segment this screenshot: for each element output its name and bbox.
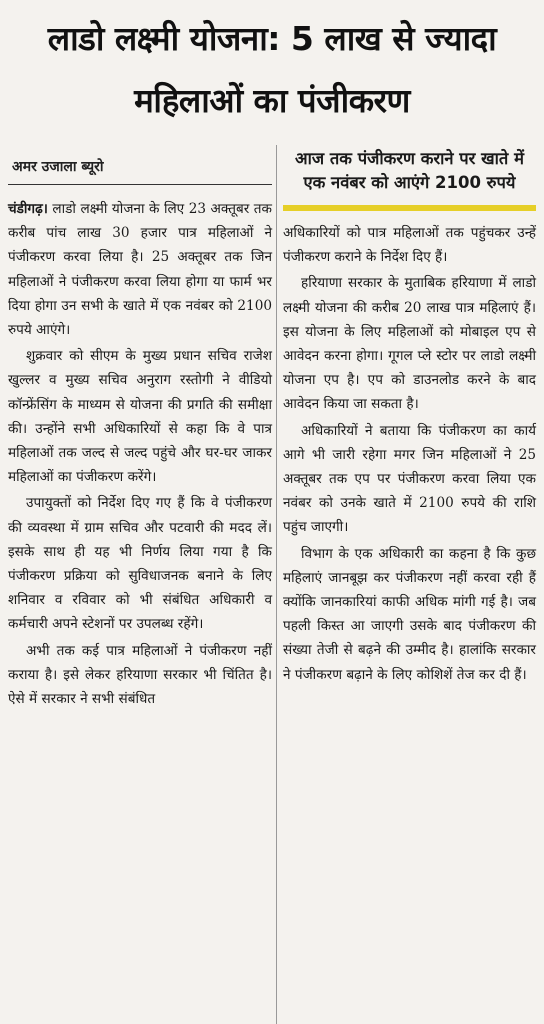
subheadline: आज तक पंजीकरण कराने पर खाते में एक नवंबर को आएंगे 2100 रुपये xyxy=(295,149,524,192)
column-divider xyxy=(276,145,277,1024)
paragraph: शुक्रवार को सीएम के मुख्य प्रधान सचिव राजेश खुल्लर व मुख्य सचिव अनुराग रस्तोगी ने वीडियो कॉन्फ्रेंसिंग के माध्यम से योजना की प्रगति की समीक्षा की। उन्होंने सभी अधिकारियों से कहा कि वे पात्र महिलाओं तक जल्द से जल्द पहुंचे और घर-घर जाकर महिलाओं का पंजीकरण करेंगे। xyxy=(8,348,272,486)
byline: अमर उजाला ब्यूरो xyxy=(12,159,104,175)
dateline: चंडीगढ़। xyxy=(8,201,48,217)
article-columns xyxy=(8,145,536,1024)
headline: लाडो लक्ष्मी योजना: 5 लाख से ज्यादा महिलाओं का पंजीकरण xyxy=(47,19,497,120)
subhead-rule xyxy=(283,205,536,211)
paragraph: हरियाणा सरकार के मुताबिक हरियाणा में लाडो लक्ष्मी योजना की करीब 20 लाख पात्र महिलाएं हैं। इस योजना के लिए महिलाओं को मोबाइल एप से आवेदन करना होगा। गूगल प्ले स्टोर पर लाडो लक्ष्मी योजना एप है। एप को डाउनलोड करने के बाद आवेदन किया जा सकता है। xyxy=(283,275,536,413)
byline-rule xyxy=(8,184,272,185)
paragraph-text: लाडो लक्ष्मी योजना के लिए 23 अक्तूबर तक करीब पांच लाख 30 हजार पात्र महिलाओं ने पंजीकरण करवा लिया है। 25 अक्तूबर तक जिन महिलाओं ने पंजीकरण करवा लिया होगा या फार्म भर दिया होगा उन सभी के खाते में एक नवंबर को 2100 रुपये आएंगे। xyxy=(8,201,272,339)
paragraph xyxy=(8,197,272,342)
paragraph: विभाग के एक अधिकारी का कहना है कि कुछ महिलाएं जानबूझ कर पंजीकरण नहीं करवा रही हैं क्योंकि जानकारियां काफी अधिक मांगी गई है। जब पहली किस्त आ जाएगी उसके बाद पंजीकरण की संख्या तेजी से बढ़ने की उम्मीद है। हालांकि सरकार ने पंजीकरण बढ़ाने के लिए कोशिशें तेज कर दी हैं। xyxy=(283,545,536,683)
paragraph: अधिकारियों को पात्र महिलाओं तक पहुंचकर उन्हें पंजीकरण कराने के निर्देश दिए हैं। xyxy=(283,225,536,266)
left-column xyxy=(8,145,272,1024)
paragraph: अधिकारियों ने बताया कि पंजीकरण का कार्य आगे भी जारी रहेगा मगर जिन महिलाओं ने 25 अक्तूबर तक एप पर पंजीकरण करवा लिया एक नवंबर को उनके खाते में 2100 रुपये की राशि पहुंच जाएगी। xyxy=(283,422,536,536)
paragraph: अभी तक कई पात्र महिलाओं ने पंजीकरण नहीं कराया है। इसे लेकर हरियाणा सरकार भी चिंतित है। ऐसे में सरकार ने सभी संबंधित xyxy=(8,642,272,708)
right-column xyxy=(283,145,536,1024)
paragraph: उपायुक्तों को निर्देश दिए गए हैं कि वे पंजीकरण की व्यवस्था में ग्राम सचिव और पटवारी की मदद लें। इसके साथ ही यह भी निर्णय लिया गया है कि पंजीकरण प्रक्रिया को सुविधाजनक बनाने के लिए शनिवार व रविवार को भी संबंधित अधिकारी व कर्मचारी अपने स्टेशनों पर उपलब्ध रहेंगे। xyxy=(8,495,272,633)
